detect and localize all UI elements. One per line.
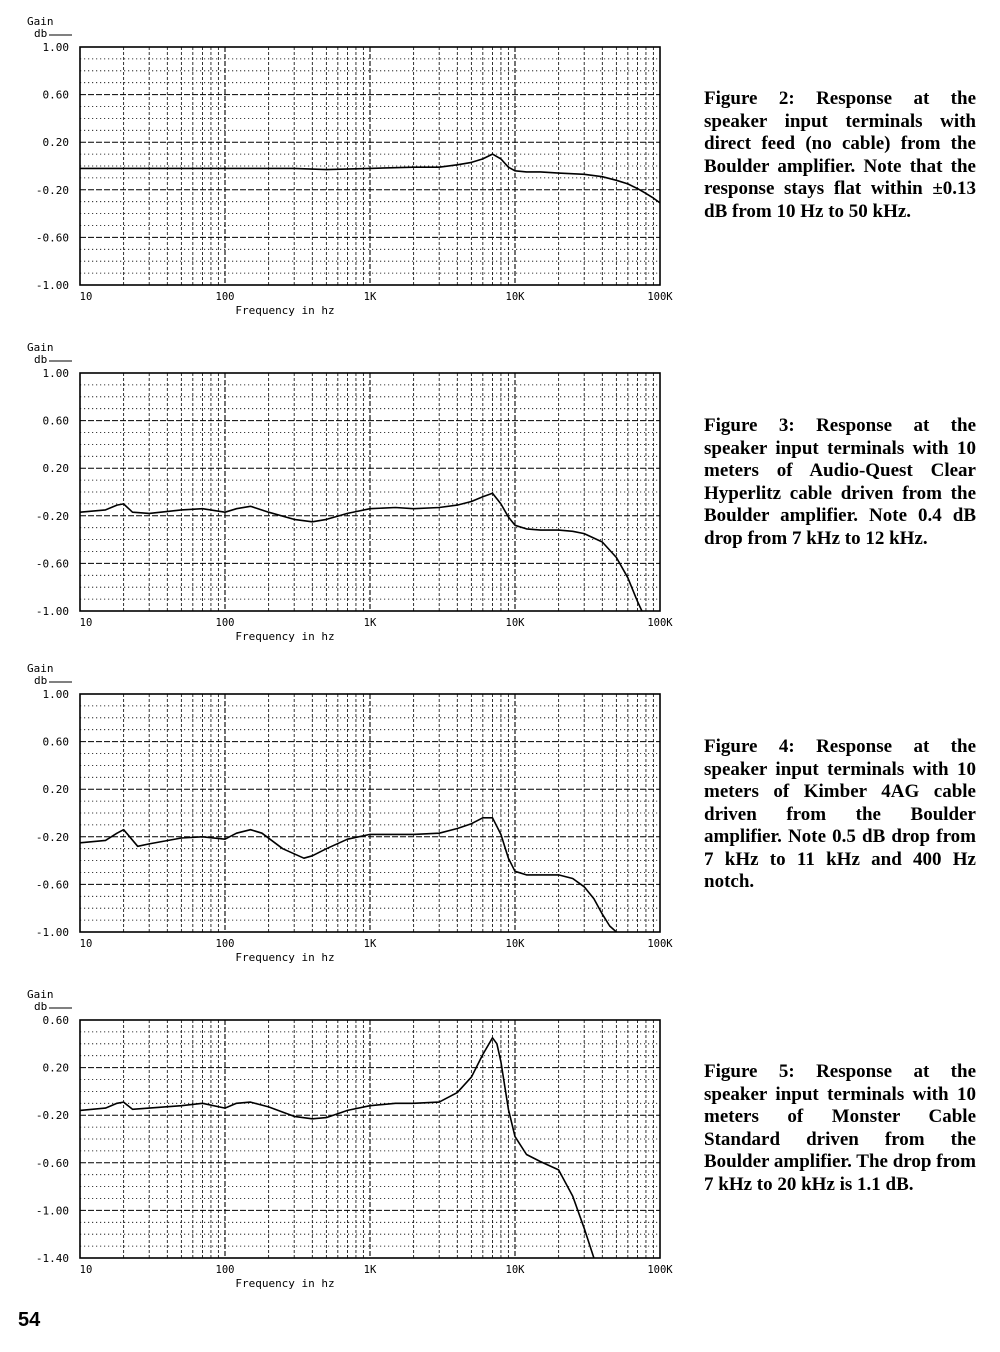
x-tick-label: 1K [363,617,377,629]
y-axis-label-gain: Gain [27,662,54,675]
x-axis-label: Frequency in hz [235,630,335,643]
y-tick-label: 0.60 [42,735,69,749]
x-tick-label: 100K [647,938,673,950]
x-tick-label: 100K [647,1264,673,1276]
x-tick-label: 100 [215,938,235,950]
x-tick-label: 1K [363,938,377,950]
x-axis-label: Frequency in hz [235,304,335,317]
y-tick-label: 0.60 [42,88,69,102]
y-tick-label: -1.00 [35,926,69,939]
x-tick-label: 10 [79,617,93,629]
x-tick-label: 10K [505,291,525,303]
y-axis-label-gain: Gain [27,341,54,354]
chart-figure-2 [27,15,673,317]
x-tick-label: 10K [505,617,525,629]
x-tick-label: 10 [79,938,93,950]
chart-figure-4 [27,662,673,964]
figure-3-caption: Figure 3: Response at the speaker input terminals with 10 meters of Audio-Quest Clear Hyperlitz cable driven from the Boulder amplifier. Note 0.4 dB drop from 7 kHz to 12 kHz. [704,415,976,549]
y-tick-label: -1.00 [35,279,69,292]
response-curve [80,818,616,932]
y-tick-label: -0.60 [35,557,69,571]
figure-2-caption: Figure 2: Response at the speaker input terminals with direct feed (no cable) from the Boulder amplifier. Note that the response stays flat within ±0.13 dB from 10 Hz to 50 kHz. [704,88,976,222]
y-tick-label: 0.60 [42,1014,69,1027]
y-tick-label: -0.20 [35,1109,69,1123]
y-axis-label-db: db [34,27,48,40]
y-tick-label: 0.20 [42,136,69,150]
x-tick-label: 100 [215,291,235,303]
y-axis-label-db: db [34,1000,48,1013]
x-axis-label: Frequency in hz [235,1277,335,1290]
x-tick-label: 10 [79,1264,93,1276]
y-tick-label: -0.60 [35,878,69,892]
y-tick-label: -1.40 [35,1252,69,1265]
x-tick-label: 10K [505,938,525,950]
y-tick-label: 0.60 [42,414,69,428]
y-tick-label: 0.20 [42,783,69,797]
figure-5-caption: Figure 5: Response at the speaker input terminals with 10 meters of Monster Cable Standard driven from the Boulder amplifier. The drop from 7 kHz to 20 kHz is 1.1 dB. [704,1061,976,1195]
y-tick-label: -0.20 [35,509,69,523]
y-axis-label-gain: Gain [27,15,54,28]
x-tick-label: 1K [363,291,377,303]
y-tick-label: -0.20 [35,183,69,197]
y-axis-label-gain: Gain [27,988,54,1001]
y-tick-label: -1.00 [35,605,69,618]
x-tick-label: 10 [79,291,93,303]
x-tick-label: 10K [505,1264,525,1276]
y-axis-label-db: db [34,674,48,687]
x-tick-label: 100 [215,1264,235,1276]
chart-figure-5 [27,988,673,1290]
chart-figure-3 [27,341,673,643]
x-tick-label: 1K [363,1264,377,1276]
y-tick-label: -0.60 [35,231,69,245]
y-tick-label: 1.00 [42,367,69,380]
y-tick-label: -0.20 [35,830,69,844]
y-axis-label-db: db [34,353,48,366]
x-tick-label: 100K [647,291,673,303]
y-tick-label: 1.00 [42,688,69,701]
x-axis-label: Frequency in hz [235,951,335,964]
y-tick-label: 0.20 [42,1061,69,1075]
response-curve [80,1038,594,1258]
y-tick-label: 0.20 [42,462,69,476]
response-curve [80,493,642,611]
y-tick-label: 1.00 [42,41,69,54]
x-tick-label: 100 [215,617,235,629]
figure-4-caption: Figure 4: Response at the speaker input terminals with 10 meters of Kimber 4AG cable driven from the Boulder amplifier. Note 0.5 dB drop from 7 kHz to 11 kHz and 400 Hz notch. [704,736,976,892]
y-tick-label: -1.00 [35,1204,69,1218]
y-tick-label: -0.60 [35,1156,69,1170]
x-tick-label: 100K [647,617,673,629]
page-number: 54 [18,1309,41,1331]
